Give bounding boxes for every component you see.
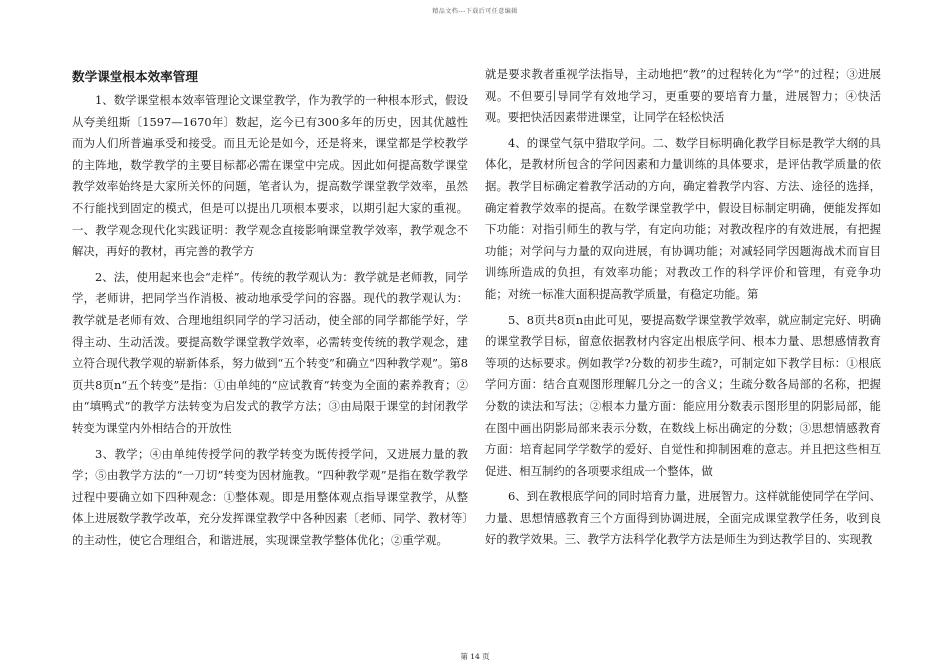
paragraph-1: 1、数学课堂根本效率管理论文课堂教学，作为教学的一种根本形式，假设从夸美纽斯〔1597—1670年〕数起，迄今已有300多年的历史，因其优越性而为人们所普遍承受和接受。而且无论是如今，还是将来，课堂都是学校教学的主阵地，数学教学的主要目标都必需在课堂中完成。因此如何提高数学课堂教学效率始终是大家所关怀的问题，笔者认为，提高数学课堂教学效率，虽然不行能找到固定的模式，但是可以提出几项根本要求，以期引起大家的重视。一、教学观念现代化实践证明：教学观念直接影响课堂教学效率，教学观念不解决，再好的教材，再完善的教学方 bbox=[72, 93, 468, 259]
paragraph-3-continued: 就是要求教者重视学法指导，主动地把“教”的过程转化为“学”的过程；③进展观。不但要引导同学有效地学习，更重要的要培育力量，进展智力；④快活观。要把快活因素带进课堂，让同学在轻松快活 bbox=[485, 67, 881, 125]
document-title: 数学课堂根本效率管理 bbox=[72, 69, 198, 84]
left-column bbox=[72, 66, 468, 555]
page-header: 精品文档---下载后可任意编辑 bbox=[432, 8, 518, 15]
paragraph-4: 4、的课堂气氛中猎取学问。二、数学目标明确化教学目标是教学大纲的具体化，是教材所包含的学问因素和力量训练的具体要求，是评估教学质量的依据。教学目标确定着教学活动的方向，确定着教学内容、方法、途径的选择，确定着教学效率的提高。在数学课堂教学中，假设目标制定明确，便能发挥如下功能：对指引师生的教与学，有定向功能；对教改程序的有效进展，有把握功能；对学问与力量的双向进展，有协调功能；对减轻同学因题海战术而盲目训练所造成的负担，有效率功能；对教改工作的科学评价和管理，有竞争功能；对统一标准大面积提高教学质量，有稳定功能。第 bbox=[485, 135, 881, 301]
paragraph-2: 2、法，使用起来也会“走样”。传统的教学观认为：教学就是老师教，同学学，老师讲，把同学当作消极、被动地承受学问的容器。现代的教学观认为：教学就是老师有效、合理地组织同学的学习活动，使全部的同学都能学好，学得主动、生动活泼。要提高数学课堂教学效率，必需转变传统的教学观念，建立符合现代教学观的崭新体系，努力做到“五个转变”和确立“四种教学观”。第8页共8页n“五个转变”是指：①由单纯的“应试教育”转变为全面的素养教育；②由“填鸭式”的教学方法转变为启发式的教学方法；③由局限于课堂的封闭教学转变为课堂内外相结合的开放性 bbox=[72, 269, 468, 435]
right-column bbox=[485, 64, 881, 555]
paragraph-3: 3、教学；④由单纯传授学问的教学转变为既传授学问，又进展力量的教学；⑤由教学方法的“一刀切”转变为因材施教。“四种教学观”是指在数学教学过程中要确立如下四种观念：①整体观。即是用整体观点指导课堂教学，从整体上进展数学教学改革，充分发挥课堂教学中各种因素〔老师、同学、教材等〕的主动性，使它合理组合，和谐进展，实现课堂教学整体优化；②重学观。 bbox=[72, 446, 468, 547]
paragraph-5: 5、8页共8页n由此可见，要提高数学课堂教学效率，就应制定完好、明确的课堂教学目标，留意依据教材内容定出根底学问、根本力量、思想感情教育等项的达标要求。例如教学?分数的初步生疏?，可制定如下教学目标：①根底学问方面：结合直观图形理解几分之一的含义；生疏分数各局部的名称，把握分数的读法和写法；②根本力量方面：能应用分数表示图形里的阴影局部，能在图中画出阴影局部来表示分数，在数线上标出确定的分数；③思想情感教育方面：培育起同学学数学的爱好、自觉性和抑制困难的意志。并且把这些相互促进、相互制约的各项要求组成一个整体，做 bbox=[485, 312, 881, 478]
paragraph-6: 6、到在教根底学问的同时培育力量，进展智力。这样就能使同学在学问、力量、思想情感教育三个方面得到协调进展，全面完成课堂教学任务，收到良好的教学效果。三、教学方法科学化教学方法是师生为到达教学目的、实现教 bbox=[485, 489, 881, 547]
page-number: 第 14 页 bbox=[460, 652, 490, 661]
